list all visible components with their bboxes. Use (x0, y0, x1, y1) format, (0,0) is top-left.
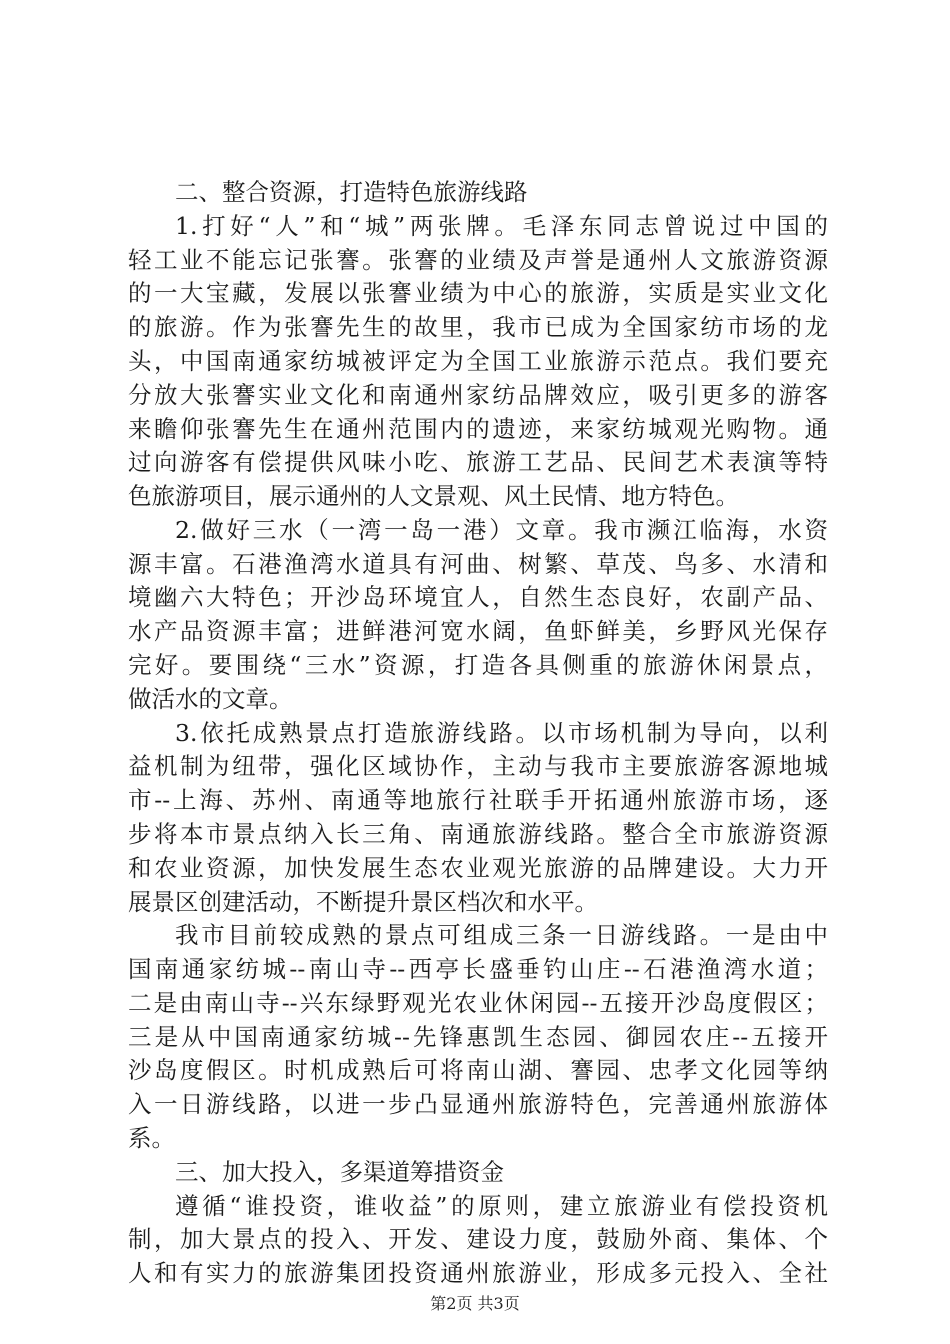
paragraph-line: 二是由南山寺--兴东绿野观光农业休闲园--五接开沙岛度假区； (128, 989, 828, 1017)
paragraph-line: 1.打好“人”和“城”两张牌。毛泽东同志曾说过中国的 (175, 212, 828, 240)
section-heading-3: 三、加大投入，多渠道筹措资金 (175, 1158, 504, 1186)
paragraph-line: 系。 (128, 1124, 175, 1152)
paragraph-line: 国南通家纺城--南山寺--西亭长盛垂钓山庄--石港渔湾水道； (128, 955, 828, 983)
paragraph-line: 我市目前较成熟的景点可组成三条一日游线路。一是由中 (175, 921, 828, 949)
paragraph-line: 沙岛度假区。时机成熟后可将南山湖、謇园、忠孝文化园等纳 (128, 1056, 828, 1084)
paragraph-line: 市--上海、苏州、南通等地旅行社联手开拓通州旅游市场，逐 (128, 786, 828, 814)
paragraph-line: 的一大宝藏，发展以张謇业绩为中心的旅游，实质是实业文化 (128, 279, 828, 307)
paragraph-line: 头，中国南通家纺城被评定为全国工业旅游示范点。我们要充 (128, 347, 828, 375)
paragraph-line: 益机制为纽带，强化区域协作，主动与我市主要旅游客源地城 (128, 752, 828, 780)
paragraph-line: 来瞻仰张謇先生在通州范围内的遗迹，来家纺城观光购物。通 (128, 415, 828, 443)
paragraph-line: 人和有实力的旅游集团投资通州旅游业，形成多元投入、全社 (128, 1259, 828, 1287)
paragraph-line: 过向游客有偿提供风味小吃、旅游工艺品、民间艺术表演等特 (128, 448, 828, 476)
paragraph-line: 完好。要围绕“三水”资源，打造各具侧重的旅游休闲景点， (128, 651, 828, 679)
paragraph-line: 源丰富。石港渔湾水道具有河曲、树繁、草茂、鸟多、水清和 (128, 550, 828, 578)
paragraph-line: 的旅游。作为张謇先生的故里，我市已成为全国家纺市场的龙 (128, 313, 828, 341)
section-heading-2: 二、整合资源，打造特色旅游线路 (175, 178, 528, 206)
paragraph-line: 3.依托成熟景点打造旅游线路。以市场机制为导向，以利 (175, 719, 828, 747)
paragraph-line: 2.做好三水（一湾一岛一港）文章。我市濒江临海，水资 (175, 516, 828, 544)
paragraph-line: 展景区创建活动，不断提升景区档次和水平。 (128, 888, 598, 916)
paragraph-line: 三是从中国南通家纺城--先锋惠凯生态园、御园农庄--五接开 (128, 1023, 828, 1051)
paragraph-line: 遵循“谁投资，谁收益”的原则，建立旅游业有偿投资机 (175, 1192, 828, 1220)
paragraph-line: 色旅游项目，展示通州的人文景观、风土民情、地方特色。 (128, 482, 739, 510)
page-number-footer: 第2页 共3页 (430, 1294, 520, 1313)
paragraph-line: 轻工业不能忘记张謇。张謇的业绩及声誉是通州人文旅游资源 (128, 246, 828, 274)
paragraph-line: 做活水的文章。 (128, 685, 293, 713)
paragraph-line: 水产品资源丰富；进鲜港河宽水阔，鱼虾鲜美，乡野风光保存 (128, 617, 828, 645)
paragraph-line: 境幽六大特色；开沙岛环境宜人，自然生态良好，农副产品、 (128, 583, 828, 611)
paragraph-line: 和农业资源，加快发展生态农业观光旅游的品牌建设。大力开 (128, 854, 828, 882)
paragraph-line: 步将本市景点纳入长三角、南通旅游线路。整合全市旅游资源 (128, 820, 828, 848)
paragraph-line: 入一日游线路，以进一步凸显通州旅游特色，完善通州旅游体 (128, 1090, 828, 1118)
paragraph-line: 制，加大景点的投入、开发、建设力度，鼓励外商、集体、个 (128, 1225, 828, 1253)
paragraph-line: 分放大张謇实业文化和南通州家纺品牌效应，吸引更多的游客 (128, 381, 828, 409)
